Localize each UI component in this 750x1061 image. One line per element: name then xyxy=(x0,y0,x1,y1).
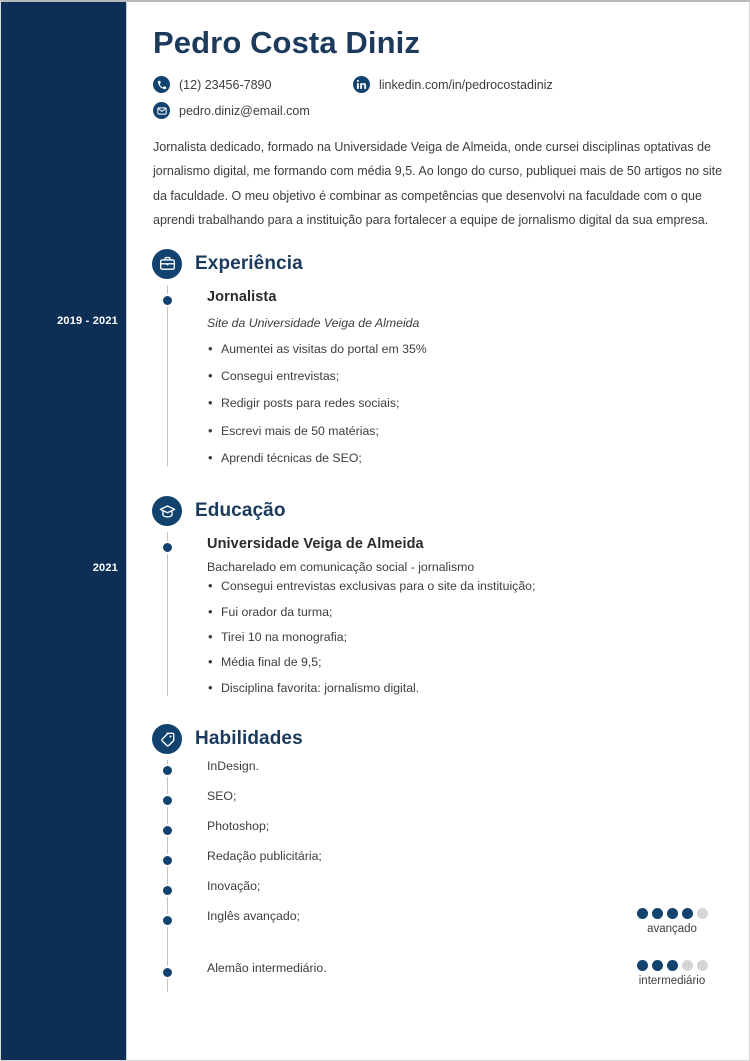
section-spacer xyxy=(153,706,725,724)
rating-dot-filled xyxy=(652,960,663,971)
experience-timeline xyxy=(153,285,725,467)
rating-dot-filled xyxy=(652,908,663,919)
rating-dot-filled xyxy=(637,908,648,919)
list-item: • Redigir posts para redes sociais; xyxy=(207,396,725,411)
list-item: • Disciplina favorita: jornalismo digital. xyxy=(207,681,725,696)
skills-timeline xyxy=(153,760,725,992)
list-item: • Consegui entrevistas; xyxy=(207,369,725,384)
list-item xyxy=(153,880,725,910)
phone-icon xyxy=(153,76,170,93)
education-title: Educação xyxy=(195,500,286,522)
contact-phone[interactable] xyxy=(153,76,353,93)
contact-phone-text: (12) 23456-7890 xyxy=(179,77,272,92)
list-item xyxy=(153,850,725,880)
contact-block xyxy=(153,76,725,119)
list-item: • Escrevi mais de 50 matérias; xyxy=(207,424,725,439)
rating-dots xyxy=(617,960,727,971)
graduation-cap-icon xyxy=(152,496,182,526)
list-item xyxy=(153,790,725,820)
skill-name: Photoshop; xyxy=(207,819,270,834)
experience-entry xyxy=(153,285,725,467)
skills-heading xyxy=(153,724,725,754)
list-item xyxy=(153,962,725,992)
list-item: • Aprendi técnicas de SEO; xyxy=(207,451,725,466)
list-item xyxy=(153,760,725,790)
list-item xyxy=(153,910,725,940)
skill-name: InDesign. xyxy=(207,759,259,774)
skill-spacer xyxy=(153,940,725,962)
rating-dot-filled xyxy=(667,908,678,919)
education-bullets xyxy=(207,579,725,696)
left-rail xyxy=(1,2,127,1060)
contact-email[interactable] xyxy=(153,102,353,119)
contact-row xyxy=(153,102,725,119)
briefcase-icon xyxy=(152,249,182,279)
rating-dot-filled xyxy=(682,908,693,919)
skill-name: Alemão intermediário. xyxy=(207,961,327,976)
education-timeline xyxy=(153,532,725,696)
contact-linkedin-text: linkedin.com/in/pedrocostadiniz xyxy=(379,77,553,92)
contact-row xyxy=(153,76,725,93)
list-item: • Tirei 10 na monografia; xyxy=(207,630,725,645)
education-date: 2021 xyxy=(92,562,118,574)
experience-title: Experiência xyxy=(195,252,303,274)
list-item xyxy=(153,820,725,850)
job-title: Jornalista xyxy=(207,288,277,305)
experience-date: 2019 - 2021 xyxy=(57,315,118,327)
rating-dots xyxy=(617,908,727,919)
resume-main xyxy=(127,2,749,1060)
list-item: • Consegui entrevistas exclusivas para o site da instituição; xyxy=(207,579,725,594)
skill-rating xyxy=(617,960,727,989)
list-item: • Fui orador da turma; xyxy=(207,605,725,620)
candidate-name: Pedro Costa Diniz xyxy=(153,25,420,60)
rating-label: avançado xyxy=(647,923,697,936)
job-employer: Site da Universidade Veiga de Almeida xyxy=(207,315,420,330)
list-item: • Aumentei as visitas do portal em 35% xyxy=(207,342,725,357)
profile-summary: Jornalista dedicado, formado na Universidade Veiga de Almeida, onde cursei disciplinas optativas de jornalismo digital, me formando com média 9,5. Ao longo do curso, publiquei mais de 50 artigos no site da faculdade. O meu objetivo é combinar as competências que desenvolvi na faculdade com o que aprendi trabalhando para a instituição para fortalecer a equipe de jornalismo digital da sua empresa. xyxy=(153,140,723,228)
linkedin-icon xyxy=(353,76,370,93)
experience-bullets xyxy=(207,342,725,467)
rating-dot-empty xyxy=(697,960,708,971)
section-spacer xyxy=(153,478,725,496)
contact-linkedin[interactable] xyxy=(353,76,553,93)
degree-name: Bacharelado em comunicação social - jornalismo xyxy=(207,560,475,575)
skill-name: Inovação; xyxy=(207,879,261,894)
skill-name: SEO; xyxy=(207,789,237,804)
education-heading xyxy=(153,496,725,526)
tag-star-icon xyxy=(152,724,182,754)
section-experience xyxy=(153,249,725,467)
section-education xyxy=(153,496,725,696)
school-name: Universidade Veiga de Almeida xyxy=(207,536,424,553)
skill-name: Inglês avançado; xyxy=(207,909,300,924)
list-item: • Média final de 9,5; xyxy=(207,655,725,670)
contact-email-text: pedro.diniz@email.com xyxy=(179,103,310,118)
email-icon xyxy=(153,102,170,119)
experience-heading xyxy=(153,249,725,279)
rating-dot-empty xyxy=(682,960,693,971)
rating-label: intermediário xyxy=(638,975,706,988)
section-skills xyxy=(153,724,725,992)
skill-name: Redação publicitária; xyxy=(207,849,322,864)
rating-dot-empty xyxy=(697,908,708,919)
rating-dot-filled xyxy=(667,960,678,971)
education-entry xyxy=(153,532,725,696)
skill-rating xyxy=(617,908,727,937)
skills-title: Habilidades xyxy=(195,728,303,750)
rating-dot-filled xyxy=(637,960,648,971)
